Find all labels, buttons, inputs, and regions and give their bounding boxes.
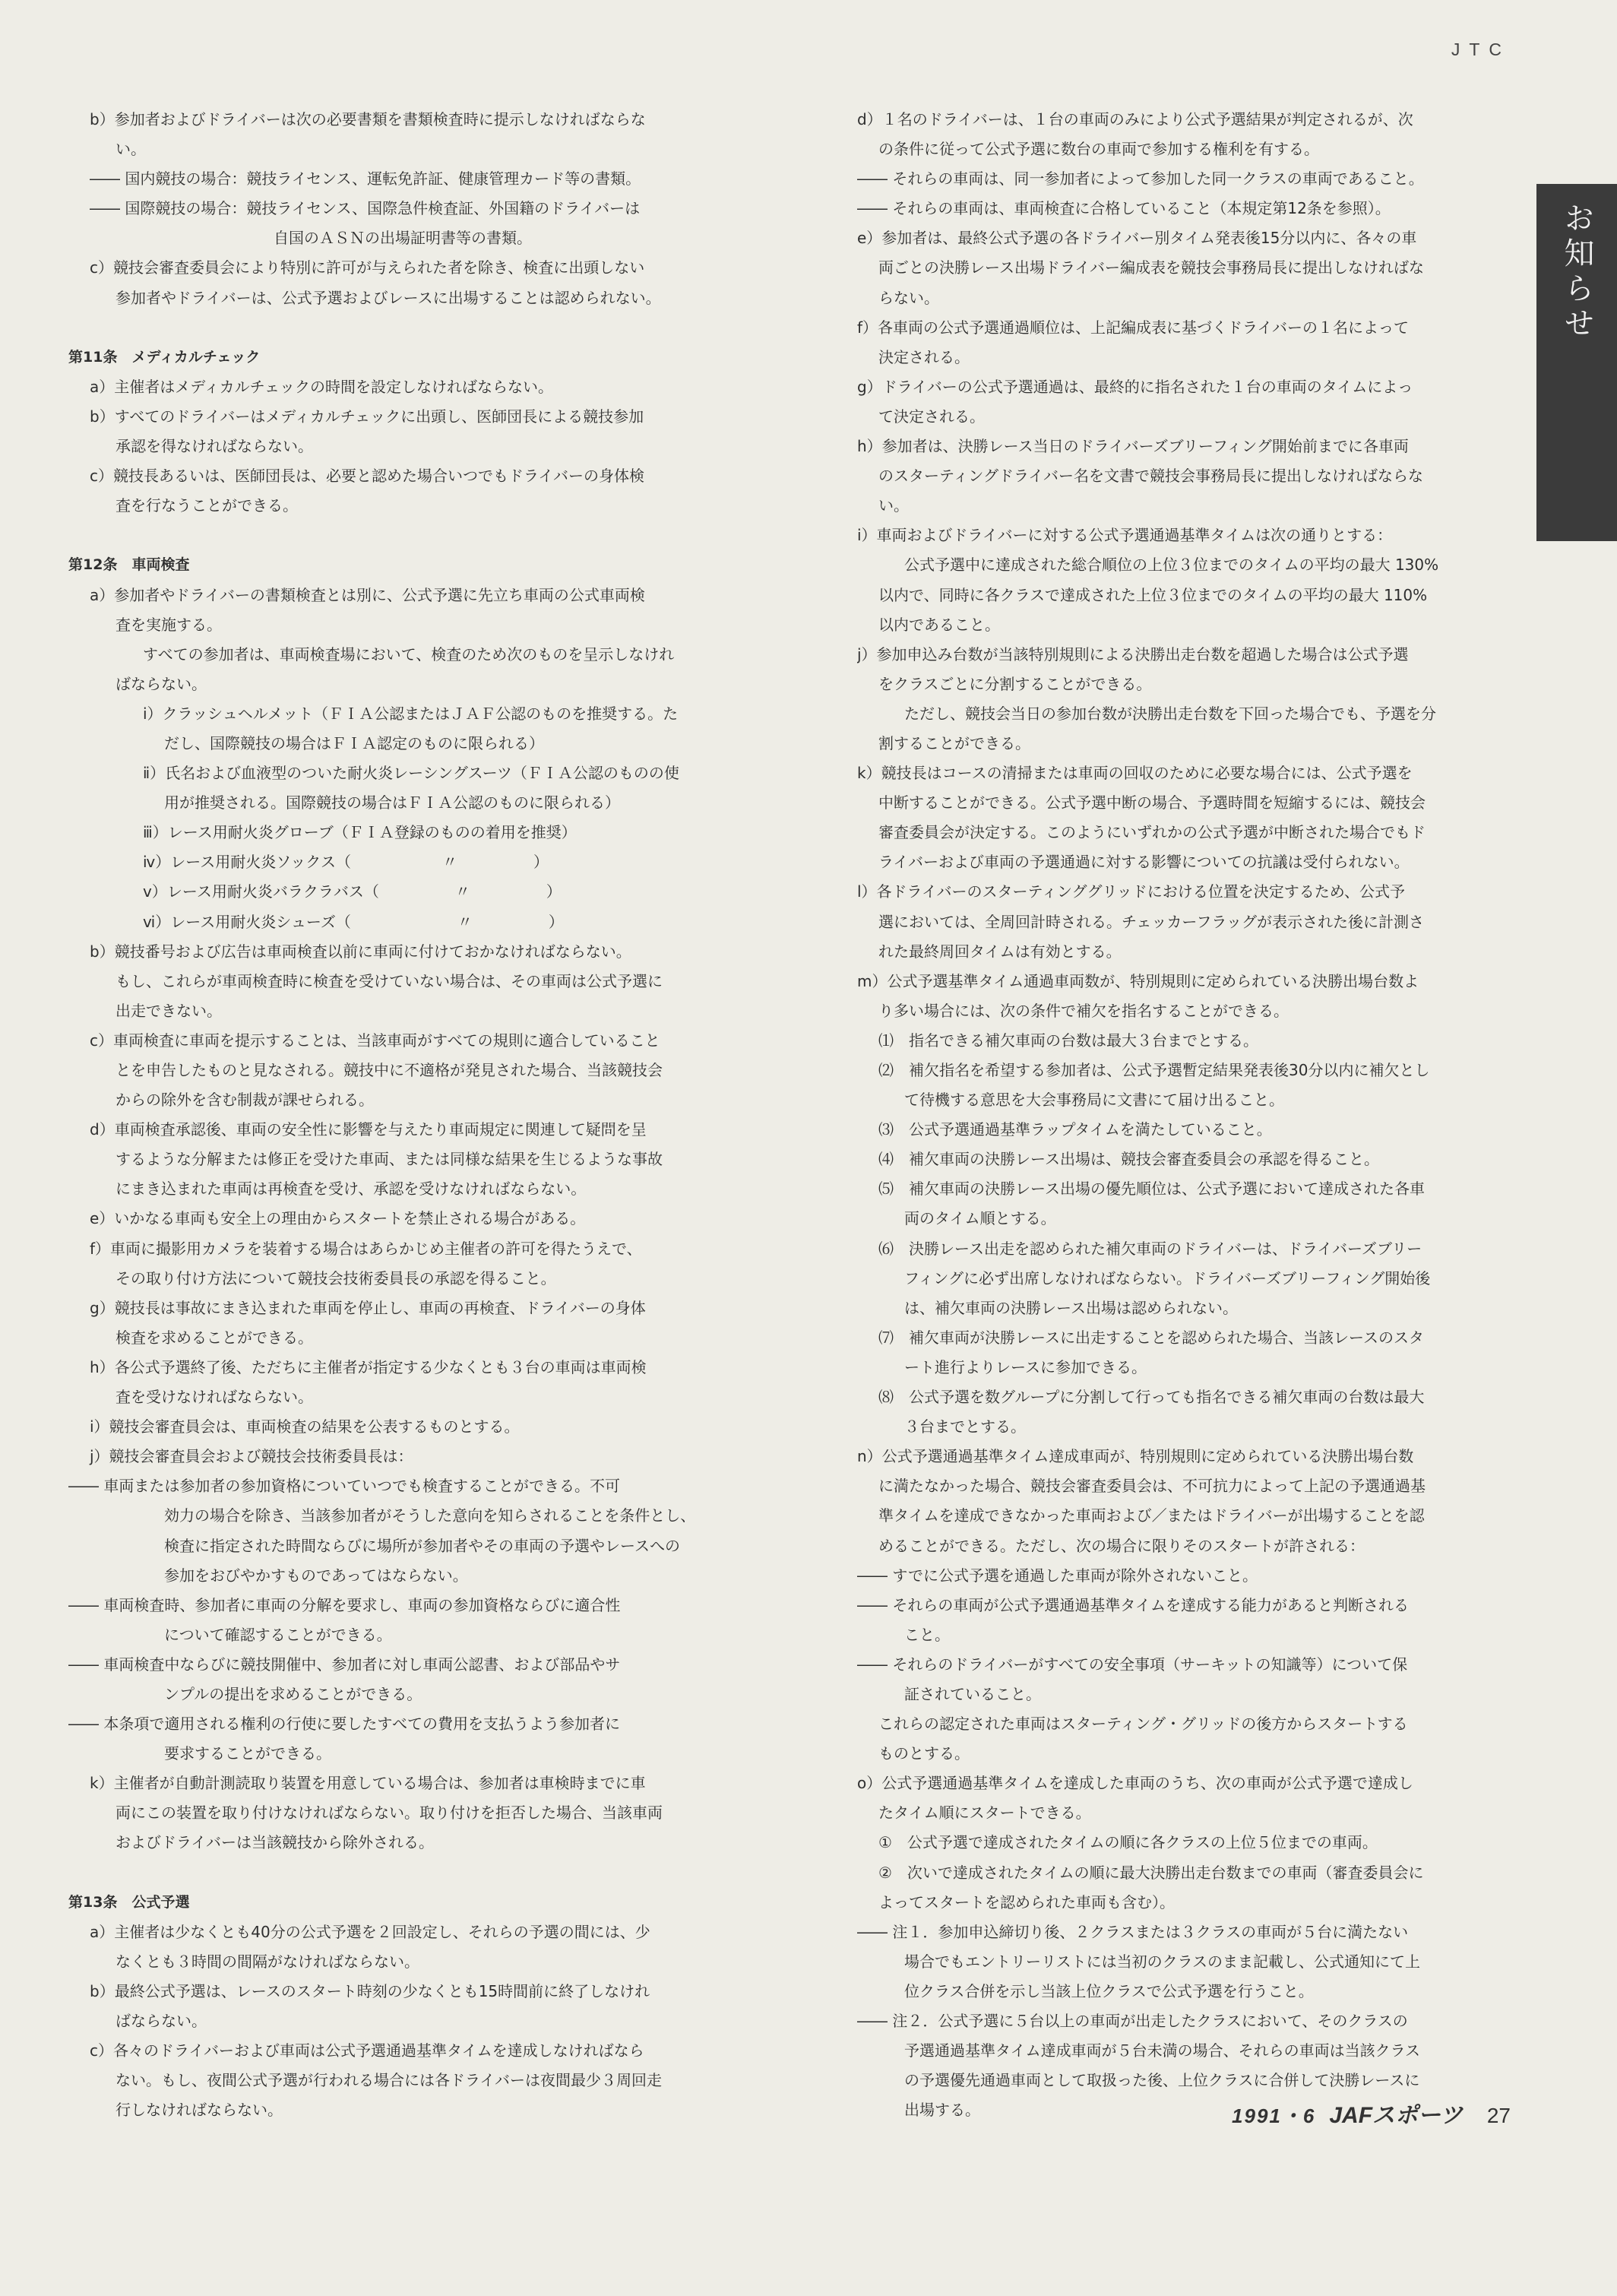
text-line: 検査に指定された時間ならびに場所が参加者やその車両の予選やレースへの xyxy=(164,1536,680,1555)
text-line: 出走できない。 xyxy=(115,1001,222,1020)
text-line: 決定される。 xyxy=(878,347,970,366)
side-tab xyxy=(1536,184,1617,541)
right-column xyxy=(857,105,1499,2125)
text-line: こと。 xyxy=(904,1625,950,1644)
text-line: 行しなければならない。 xyxy=(115,2101,283,2120)
text-line: ―― 国内競技の場合：競技ライセンス、運転免許証、健康管理カード等の書類。 xyxy=(90,169,641,188)
text-line: 公式予選中に達成された総合順位の上位３位までのタイムの平均の最大 130% xyxy=(904,556,1439,575)
text-line: ―― すでに公式予選を通過した車両が除外されないこと。 xyxy=(857,1566,1258,1585)
text-line: ⑹ 決勝レース出走を認められた補欠車両のドライバーは、ドライバーズブリー xyxy=(878,1239,1422,1258)
text-line: a）参加者やドライバーの書類検査とは別に、公式予選に先立ち車両の公式車両検 xyxy=(90,585,645,604)
text-line: o）公式予選通過基準タイムを達成した車両のうち、次の車両が公式予選で達成し xyxy=(857,1774,1413,1793)
text-line: らない。 xyxy=(878,288,939,307)
article-heading: 第12条 車両検査 xyxy=(68,556,190,574)
text-line: j）競技会審査員会および競技会技術委員長は： xyxy=(90,1447,413,1466)
text-line: 選においては、全周回計時される。チェッカーフラッグが表示された後に計測さ xyxy=(878,912,1424,931)
text-line: フィングに必ず出席しなければならない。ドライバーズブリーフィング開始後 xyxy=(904,1268,1431,1287)
text-line: 出場する。 xyxy=(904,2101,980,2120)
text-line: c）競技長あるいは、医師団長は、必要と認めた場合いつでもドライバーの身体検 xyxy=(90,467,644,486)
text-line: d）１名のドライバーは、１台の車両のみにより公式予選結果が判定されるが、次 xyxy=(857,110,1413,128)
side-tab-label: お知らせ xyxy=(1559,202,1594,342)
text-line: ⅰ）クラッシュヘルメット（ＦＩＡ公認またはＪＡＦ公認のものを推奨する。た xyxy=(143,704,679,723)
text-line: は、補欠車両の決勝レース出場は認められない。 xyxy=(904,1298,1238,1317)
text-line: ⑶ 公式予選通過基準ラップタイムを満たしていること。 xyxy=(878,1120,1272,1139)
text-line: もし、これらが車両検査時に検査を受けていない場合は、その車両は公式予選に xyxy=(115,971,663,990)
text-line: ① 公式予選で達成されたタイムの順に各クラスの上位５位までの車両。 xyxy=(878,1833,1378,1852)
text-line: ⑷ 補欠車両の決勝レース出場は、競技会審査委員会の承認を得ること。 xyxy=(878,1150,1379,1169)
text-line: 両のタイム順とする。 xyxy=(904,1209,1056,1228)
text-line: c）車両検査に車両を提示することは、当該車両がすべての規則に適合していること xyxy=(90,1031,660,1050)
text-line: 中断することができる。公式予選中断の場合、予選時間を短縮するには、競技会 xyxy=(878,793,1426,812)
text-line: l）各ドライバーのスターティンググリッドにおける位置を決定するため、公式予 xyxy=(857,882,1405,901)
text-line: について確認することができる。 xyxy=(164,1625,392,1644)
text-line: f）各車両の公式予選通過順位は、上記編成表に基づくドライバーの１名によって xyxy=(857,318,1410,337)
text-line: をクラスごとに分割することができる。 xyxy=(878,674,1152,693)
text-line: i）車両およびドライバーに対する公式予選通過基準タイムは次の通りとする： xyxy=(857,526,1393,545)
text-line: ばならない。 xyxy=(115,674,207,693)
text-line: 場合でもエントリーリストには当初のクラスのまま記載し、公式通知にて上 xyxy=(904,1952,1420,1971)
text-line: ―― 車両検査時、参加者に車両の分解を要求し、車両の参加資格ならびに適合性 xyxy=(68,1595,621,1614)
footer-magazine: JAFスポーツ xyxy=(1329,2103,1463,2128)
text-line: とを申告したものと見なされる。競技中に不適格が発見された場合、当該競技会 xyxy=(115,1061,663,1079)
text-line: するような分解または修正を受けた車両、または同様な結果を生じるような事故 xyxy=(115,1150,663,1169)
text-line: 査を実施する。 xyxy=(115,615,222,634)
text-line: e）参加者は、最終公式予選の各ドライバー別タイム発表後15分以内に、各々の車 xyxy=(857,229,1417,248)
text-line: 準タイムを達成できなかった車両および／またはドライバーが出場することを認 xyxy=(878,1506,1425,1525)
text-line: およびドライバーは当該競技から除外される。 xyxy=(115,1833,434,1852)
footer-date: 1991・6 xyxy=(1232,2104,1316,2127)
text-line: ⅲ）レース用耐火炎グローブ（ＦＩＡ登録のものの着用を推奨） xyxy=(143,823,577,842)
text-line: 参加をおびやかすものであってはならない。 xyxy=(164,1566,468,1585)
text-line: 予選通過基準タイム達成車両が５台未満の場合、それらの車両は当該クラス xyxy=(904,2041,1420,2060)
text-line: ート進行よりレースに参加できる。 xyxy=(904,1357,1147,1376)
text-line: f）車両に撮影用カメラを装着する場合はあらかじめ主催者の許可を得たうえで、 xyxy=(90,1239,642,1258)
text-line: い。 xyxy=(878,496,909,515)
text-line: なくとも３時間の間隔がなければならない。 xyxy=(115,1952,419,1971)
text-line: 用が推奨される。国際競技の場合はＦＩＡ公認のものに限られる） xyxy=(164,793,620,812)
text-line: ―― それらの車両は、車両検査に合格していること（本規定第12条を参照）。 xyxy=(857,199,1391,218)
article-heading: 第13条 公式予選 xyxy=(68,1893,190,1911)
text-line: i）競技会審査員会は、車両検査の結果を公表するものとする。 xyxy=(90,1417,520,1436)
text-line: ―― それらの車両は、同一参加者によって参加した同一クラスの車両であること。 xyxy=(857,169,1424,188)
text-line: a）主催者は少なくとも40分の公式予選を２回設定し、それらの予選の間には、少 xyxy=(90,1922,650,1941)
page-footer xyxy=(1232,2096,1511,2130)
text-line: の条件に従って公式予選に数台の車両で参加する権利を有する。 xyxy=(878,140,1319,159)
text-line: ⑺ 補欠車両が決勝レースに出走することを認められた場合、当該レースのスタ xyxy=(878,1328,1424,1347)
text-line: 効力の場合を除き、当該参加者がそうした意向を知らされることを条件とし、 xyxy=(164,1506,696,1525)
text-line: ―― それらの車両が公式予選通過基準タイムを達成する能力があると判断される xyxy=(857,1595,1409,1614)
text-line: ⅴ）レース用耐火炎バラクラバス（ 〃 ） xyxy=(143,882,562,901)
text-line: ―― 車両または参加者の参加資格についていつでも検査することができる。不可 xyxy=(68,1477,620,1496)
text-line: ② 次いで達成されたタイムの順に最大決勝出走台数までの車両（審査委員会に xyxy=(878,1863,1424,1882)
text-line: m）公式予選基準タイム通過車両数が、特別規則に定められている決勝出場台数よ xyxy=(857,971,1419,990)
text-line: て決定される。 xyxy=(878,407,985,426)
text-line: 割することができる。 xyxy=(878,733,1030,752)
left-column xyxy=(68,105,752,2125)
text-line: ⅵ）レース用耐火炎シューズ（ 〃 ） xyxy=(143,912,564,931)
text-line: すべての参加者は、車両検査場において、検査のため次のものを呈示しなけれ xyxy=(143,644,675,663)
text-line: c）競技会審査委員会により特別に許可が与えられた者を除き、検査に出頭しない xyxy=(90,258,645,277)
text-line: k）競技長はコースの清掃または車両の回収のために必要な場合には、公式予選を xyxy=(857,764,1413,783)
text-line: c）各々のドライバーおよび車両は公式予選通過基準タイムを達成しなければなら xyxy=(90,2041,644,2060)
paragraph-gap xyxy=(68,313,752,343)
text-line: 以内であること。 xyxy=(878,615,1000,634)
text-line: ばならない。 xyxy=(115,2012,207,2030)
text-line: j）参加申込み台数が当該特別規則による決勝出走台数を超過した場合は公式予選 xyxy=(857,644,1409,663)
text-line: からの除外を含む制裁が課せられる。 xyxy=(115,1091,374,1110)
text-line: ンプルの提出を求めることができる。 xyxy=(164,1684,422,1703)
text-line: よってスタートを認められた車両も含む）。 xyxy=(878,1892,1175,1911)
text-line: ３台までとする。 xyxy=(904,1417,1026,1436)
text-line: 両にこの装置を取り付けなければならない。取り付けを拒否した場合、当該車両 xyxy=(115,1804,663,1823)
text-line: ―― それらのドライバーがすべての安全事項（サーキットの知識等）について保 xyxy=(857,1655,1408,1674)
text-line: ⑸ 補欠車両の決勝レース出場の優先順位は、公式予選において達成された各車 xyxy=(878,1180,1425,1199)
text-line: い。 xyxy=(115,140,146,159)
text-line: 査を行なうことができる。 xyxy=(115,496,298,515)
text-line: に満たなかった場合、競技会審査委員会は、不可抗力によって上記の予選通過基 xyxy=(878,1477,1426,1496)
text-line: ライバーおよび車両の予選通過に対する影響についての抗議は受付られない。 xyxy=(878,853,1410,872)
text-line: ⅱ）氏名および血液型のついた耐火炎レーシングスーツ（ＦＩＡ公認のものの使 xyxy=(143,764,679,783)
text-line: の予選優先通過車両として取扱った後、上位クラスに合併して決勝レースに xyxy=(904,2071,1420,2090)
text-line: b）参加者およびドライバーは次の必要書類を書類検査時に提示しなければならな xyxy=(90,110,646,128)
text-line: ―― 注１．参加申込締切り後、２クラスまたは３クラスの車両が５台に満たない xyxy=(857,1922,1409,1941)
text-line: めることができる。ただし、次の場合に限りそのスタートが許される： xyxy=(878,1536,1365,1555)
text-line: 参加者やドライバーは、公式予選およびレースに出場することは認められない。 xyxy=(115,288,661,307)
text-line: n）公式予選通過基準タイム達成車両が、特別規則に定められている決勝出場台数 xyxy=(857,1447,1414,1466)
paragraph-gap xyxy=(68,521,752,550)
text-line: 位クラス合併を示し当該上位クラスで公式予選を行うこと。 xyxy=(904,1981,1314,2000)
text-line: ⑵ 補欠指名を希望する参加者は、公式予選暫定結果発表後30分以内に補欠とし xyxy=(878,1061,1430,1079)
text-line: ⅳ）レース用耐火炎ソックス（ 〃 ） xyxy=(143,853,549,872)
text-line: て待機する意思を大会事務局に文書にて届け出ること。 xyxy=(904,1091,1284,1110)
text-line: 両ごとの決勝レース出場ドライバー編成表を競技会事務局長に提出しなければな xyxy=(878,258,1424,277)
text-line: g）競技長は事故にまき込まれた車両を停止し、車両の再検査、ドライバーの身体 xyxy=(90,1298,646,1317)
text-line: k）主催者が自動計測読取り装置を用意している場合は、参加者は車検時までに車 xyxy=(90,1774,646,1793)
text-line: 自国のＡＳＮの出場証明書等の書類。 xyxy=(274,229,532,248)
text-line: a）主催者はメディカルチェックの時間を設定しなければならない。 xyxy=(90,377,554,396)
text-line: ものとする。 xyxy=(878,1744,970,1763)
text-line: にまき込まれた車両は再検査を受け、承認を受けなければならない。 xyxy=(115,1180,587,1199)
text-line: ―― 注２．公式予選に５台以上の車両が出走したクラスにおいて、そのクラスの xyxy=(857,2012,1408,2030)
text-line: g）ドライバーの公式予選通過は、最終的に指名された１台の車両のタイムによっ xyxy=(857,377,1413,396)
text-line: b）すべてのドライバーはメディカルチェックに出頭し、医師団長による競技参加 xyxy=(90,407,644,426)
text-line: ない。もし、夜間公式予選が行われる場合には各ドライバーは夜間最少３周回走 xyxy=(115,2071,662,2090)
text-line: h）参加者は、決勝レース当日のドライバーズブリーフィング開始前までに各車両 xyxy=(857,437,1409,456)
text-line: のスターティングドライバー名を文書で競技会事務局長に提出しなければならな xyxy=(878,467,1423,486)
text-line: ―― 本条項で適用される権利の行使に要したすべての費用を支払うよう参加者に xyxy=(68,1715,620,1734)
text-line: その取り付け方法について競技会技術委員長の承認を得ること。 xyxy=(115,1268,556,1287)
text-line: 証されていること。 xyxy=(904,1684,1041,1703)
page-header-code: JTC xyxy=(1451,40,1511,59)
page-number: 27 xyxy=(1486,2104,1511,2127)
article-heading: 第11条 メディカルチェック xyxy=(68,348,261,366)
text-line: ⑻ 公式予選を数グループに分割して行っても指名できる補欠車両の台数は最大 xyxy=(878,1388,1425,1407)
text-line: ―― 車両検査中ならびに競技開催中、参加者に対し車両公認書、および部品やサ xyxy=(68,1655,621,1674)
text-line: 検査を求めることができる。 xyxy=(115,1328,313,1347)
text-line: ⑴ 指名できる補欠車両の台数は最大３台までとする。 xyxy=(878,1031,1258,1050)
text-line: これらの認定された車両はスターティング・グリッドの後方からスタートする xyxy=(878,1715,1408,1734)
text-line: d）車両検査承認後、車両の安全性に影響を与えたり車両規定に関連して疑問を呈 xyxy=(90,1120,647,1139)
text-line: b）最終公式予選は、レースのスタート時刻の少なくとも15時間前に終了しなけれ xyxy=(90,1981,650,2000)
text-line: だし、国際競技の場合はＦＩＡ認定のものに限られる） xyxy=(164,733,544,752)
text-line: れた最終周回タイムは有効とする。 xyxy=(878,942,1122,961)
text-line: 要求することができる。 xyxy=(164,1744,331,1763)
text-line: ただし、競技会当日の参加台数が決勝出走台数を下回った場合でも、予選を分 xyxy=(904,704,1436,723)
text-line: b）競技番号および広告は車両検査以前に車両に付けておかなければならない。 xyxy=(90,942,631,961)
text-line: ―― 国際競技の場合：競技ライセンス、国際急件検査証、外国籍のドライバーは xyxy=(90,199,641,218)
text-line: e）いかなる車両も安全上の理由からスタートを禁止される場合がある。 xyxy=(90,1209,586,1228)
text-line: 承認を得なければならない。 xyxy=(115,437,313,456)
paragraph-gap xyxy=(68,1858,752,1888)
text-line: 査を受けなければならない。 xyxy=(115,1388,313,1407)
text-line: h）各公式予選終了後、ただちに主催者が指定する少なくとも３台の車両は車両検 xyxy=(90,1357,647,1376)
text-line: り多い場合には、次の条件で補欠を指名することができる。 xyxy=(878,1001,1289,1020)
text-line: たタイム順にスタートできる。 xyxy=(878,1804,1091,1823)
text-line: 以内で、同時に各クラスで達成された上位３位までのタイムの平均の最大 110% xyxy=(878,585,1428,604)
text-line: 審査委員会が決定する。このようにいずれかの公式予選が中断された場合でもド xyxy=(878,823,1426,842)
